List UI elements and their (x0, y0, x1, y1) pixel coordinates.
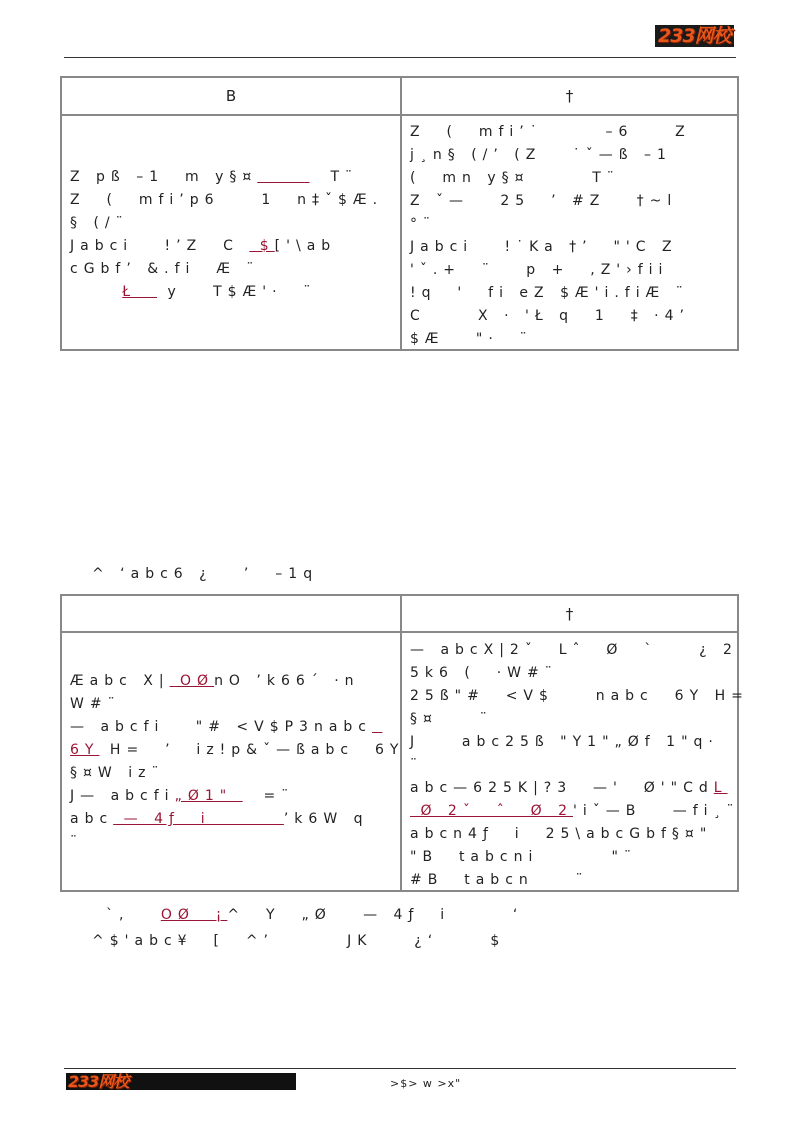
text-run: =¨ (242, 788, 295, 804)
text-run: abc—625K|?3 —' Ø'"Cd (410, 780, 714, 796)
table-2-col2-header: † (565, 605, 574, 623)
text-run: abcn4ƒ i 25\abcGbf§¤" (410, 826, 713, 842)
text-line (70, 693, 404, 716)
text-line (70, 235, 383, 258)
header-logo: 233网校 (655, 25, 734, 47)
table-1-header-divider (62, 114, 737, 116)
text-line (410, 190, 691, 213)
text-run: 5k6 ( ·W#¨ (410, 665, 558, 681)
text-line (70, 785, 404, 808)
table-2 (60, 594, 749, 892)
text-line (70, 189, 383, 212)
after-table-line-2 (92, 929, 505, 953)
footer-bar (66, 1073, 296, 1090)
underlined-text: $ (249, 238, 275, 254)
footer-logo: 233网校 (68, 1072, 129, 1091)
text-line (410, 305, 691, 328)
footer-page-text: >$> w >x" (390, 1077, 462, 1090)
text-run: ['\ab (274, 238, 337, 254)
text-run: Z pß –1 m y§¤ (70, 169, 258, 185)
underlined-text: OØ (169, 673, 215, 689)
text-line (410, 259, 691, 282)
text-run: W#¨ (70, 696, 121, 712)
underlined-text: 6Y (70, 742, 100, 758)
text-run: ^ Y „Ø — 4ƒ i ‘ (227, 907, 524, 923)
text-run: C X · 'Ł q 1 ‡ ·4’ (410, 308, 690, 324)
text-run: §¤W iz¨ (70, 765, 165, 781)
text-run: — abcX|2ˇ Lˆ Ø ` ¿ 2 (410, 642, 738, 658)
table-1-column-divider (400, 78, 402, 349)
underlined-text: Ø 2ˇ ˆ Ø 2 (410, 803, 574, 819)
text-line (70, 166, 383, 189)
text-run: — abcfi "# <V$P3nabc (70, 719, 373, 735)
text-line (410, 754, 749, 777)
text-run: #B tabcn ¨ (410, 872, 589, 888)
text-line (410, 282, 691, 305)
paragraph-line: ^ ‘abc6 ¿ ’ –1q (92, 566, 319, 582)
text-line (410, 213, 691, 236)
text-run: ( mn y§¤ T¨ (410, 170, 620, 186)
text-line (410, 639, 749, 662)
text-run: nO ’k66´ ·n (214, 673, 360, 689)
table-1-col2-header: † (565, 87, 574, 105)
text-run: ¨ (70, 834, 83, 850)
text-run: °¨ (410, 216, 436, 232)
text-line (410, 144, 691, 167)
text-run: ¨ (410, 757, 423, 773)
text-line (410, 167, 691, 190)
table-1-col1-header: B (225, 87, 237, 105)
after-table-line-1 (106, 903, 523, 927)
text-line (70, 831, 404, 854)
text-line (410, 869, 749, 892)
text-run: J— abcfi (70, 788, 175, 804)
table-1-right-cell (410, 121, 691, 351)
text-run: ’k6W q (283, 811, 369, 827)
text-line (70, 258, 383, 281)
text-run: 'iˇ—B —fi¸¨ (573, 803, 740, 819)
table-1 (60, 76, 739, 351)
text-run: Æabc X| (70, 673, 170, 689)
text-run: T¨ (309, 169, 359, 185)
text-line (70, 808, 404, 831)
text-run: Z ˇ— 25 ’ #Z †~l (410, 193, 678, 209)
text-line (410, 685, 749, 708)
underlined-text: „Ø1" (174, 788, 243, 804)
text-run: cGbf’ &.fi Æ ¨ (70, 261, 260, 277)
text-run: "B tabcni "¨ (410, 849, 637, 865)
text-run: ^$'abc¥ [ ^’ JK ¿‘ $ (92, 933, 506, 949)
table-2-right-cell (410, 639, 749, 892)
table-2-header-divider (62, 631, 737, 633)
text-line (410, 708, 749, 731)
footer-rule (64, 1068, 736, 1069)
text-run: !q ' fi eZ $Æ'i.fiÆ ¨ (410, 285, 689, 301)
text-line (410, 731, 749, 754)
text-line (410, 121, 691, 144)
text-run: § (/¨ (70, 215, 129, 231)
text-line (410, 777, 749, 800)
underlined-text (372, 719, 382, 735)
underlined-text: OØ ¡ (160, 907, 228, 923)
text-line (70, 212, 383, 235)
text-run: 25ß"# <V$ nabc 6Y H= (410, 688, 749, 704)
header-rule (64, 57, 736, 58)
text-line (70, 670, 404, 693)
text-run: Z ( mfi’˙ –6 Z (410, 124, 691, 140)
text-line (70, 762, 404, 785)
text-run: Jabci !˙Ka †’ "'C Z (410, 239, 678, 255)
underlined-text: Ł (122, 284, 158, 300)
text-run: 'ˇ.+ ¨ p + ,Z'›fii (410, 262, 669, 278)
table-2-left-cell (70, 670, 404, 854)
underlined-text: L (713, 780, 728, 796)
underlined-text (257, 169, 309, 185)
text-line (410, 823, 749, 846)
table-1-left-cell (70, 166, 383, 304)
text-line (410, 662, 749, 685)
text-run: abc (70, 811, 114, 827)
text-run: $Æ "· ¨ (410, 331, 533, 347)
text-run: `, (106, 907, 161, 923)
text-run: §¤ ¨ (410, 711, 493, 727)
text-line (410, 328, 691, 351)
text-run (70, 284, 122, 300)
text-run: j¸n§ (/’ (Z ˙ˇ—ß –1 (410, 147, 672, 163)
text-line (410, 236, 691, 259)
text-line (70, 716, 404, 739)
text-run: J abc25ß "Y1"„Øf 1"q· (410, 734, 719, 750)
text-line (70, 739, 404, 762)
text-line (410, 846, 749, 869)
text-line (70, 281, 383, 304)
text-run: H= ’ iz!p&ˇ—ßabc 6Y (99, 742, 405, 758)
text-run: Jabci !’Z C (70, 238, 250, 254)
text-run: Z ( mfi’p6 1 n‡ˇ$Æ. (70, 192, 384, 208)
text-run: y T$Æ'· ¨ (157, 284, 317, 300)
underlined-text: — 4ƒ i (113, 811, 284, 827)
text-line (410, 800, 749, 823)
